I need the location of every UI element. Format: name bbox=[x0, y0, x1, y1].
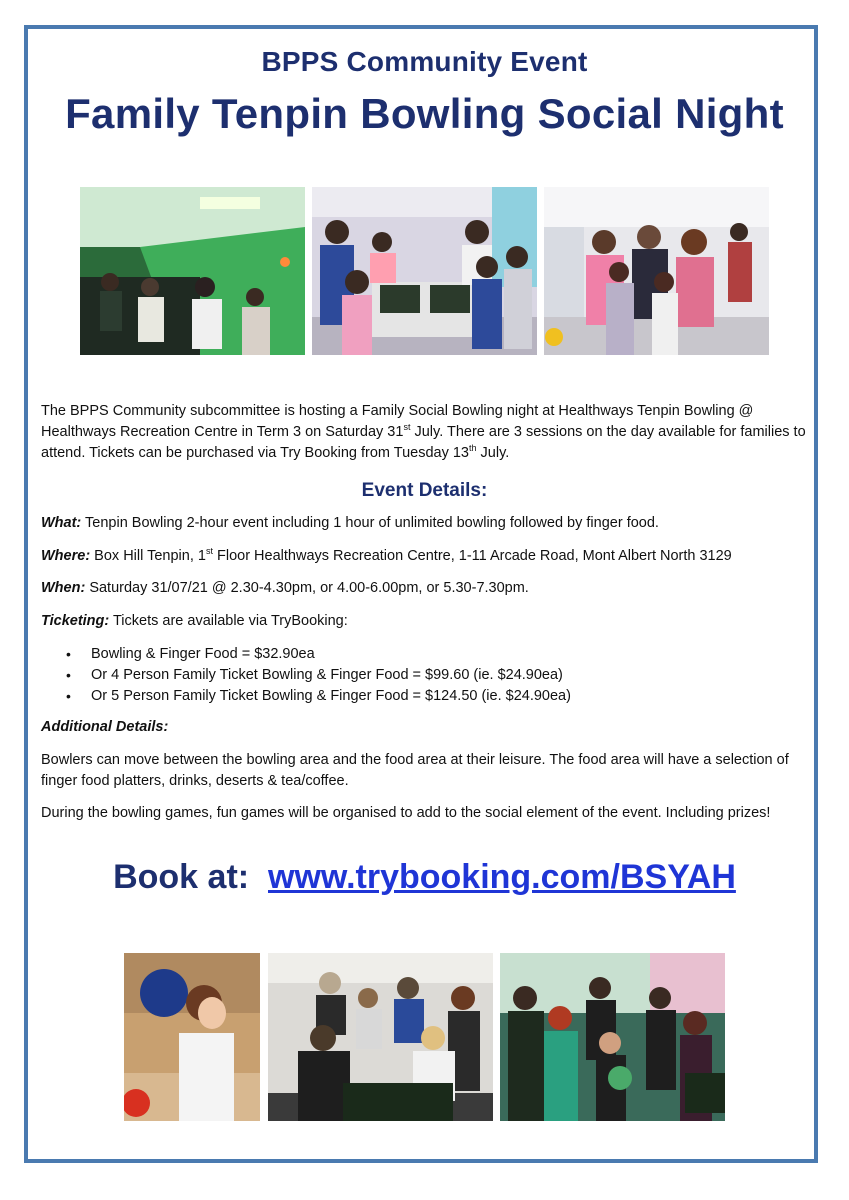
when-line: When: Saturday 31/07/21 @ 2.30-4.30pm, or 4.00-6.00pm, or 5.30-7.30pm. bbox=[41, 580, 529, 596]
list-item: • Or 4 Person Family Ticket Bowling & Finger Food = $99.60 (ie. $24.90ea) bbox=[66, 665, 571, 686]
fun-games-paragraph: During the bowling games, fun games will be organised to add to the social element of the event. Including prizes! bbox=[41, 805, 771, 821]
what-line: What: Tenpin Bowling 2-hour event including 1 hour of unlimited bowling followed by finger food. bbox=[41, 515, 659, 531]
where-line: Where: Box Hill Tenpin, 1st Floor Healthways Recreation Centre, 1-11 Arcade Road, Mont Albert North 3129 bbox=[41, 546, 732, 564]
event-details-heading: Event Details: bbox=[361, 480, 488, 501]
intro-paragraph: The BPPS Community subcommittee is hosting a Family Social Bowling night at Healthways Tenpin Bowling @ Healthways Recreation Centre in Term 3 on Saturday 31st July. There are 3 sessions on the day available for families to attend. Tickets can be purchased via Try Booking from Tuesday 13th July. bbox=[41, 403, 806, 461]
adults-group-photo bbox=[500, 953, 725, 1121]
family-group-photo bbox=[544, 187, 769, 355]
booking-link[interactable]: www.trybooking.com/BSYAH bbox=[268, 858, 736, 896]
list-item: • Or 5 Person Family Ticket Bowling & Finger Food = $124.50 (ie. $24.90ea) bbox=[66, 686, 571, 707]
family-at-scoreboard-photo bbox=[312, 187, 537, 355]
book-at-label: Book at: bbox=[113, 858, 250, 896]
food-area-paragraph: Bowlers can move between the bowling area and the food area at their leisure. The food area will have a selection of finger food platters, drinks, deserts & tea/coffee. bbox=[41, 752, 789, 789]
kids-and-parents-photo bbox=[268, 953, 493, 1121]
booking-line bbox=[0, 858, 849, 897]
ticket-price-list bbox=[66, 644, 571, 707]
bowling-alley-green-photo bbox=[80, 187, 305, 355]
girl-holding-bowling-ball-photo bbox=[124, 953, 260, 1121]
additional-details-label: Additional Details: bbox=[41, 719, 169, 735]
event-title: Family Tenpin Bowling Social Night bbox=[65, 90, 784, 137]
list-item: • Bowling & Finger Food = $32.90ea bbox=[66, 644, 571, 665]
event-kicker: BPPS Community Event bbox=[261, 46, 588, 77]
ticketing-line: Ticketing: Tickets are available via TryBooking: bbox=[41, 613, 348, 629]
